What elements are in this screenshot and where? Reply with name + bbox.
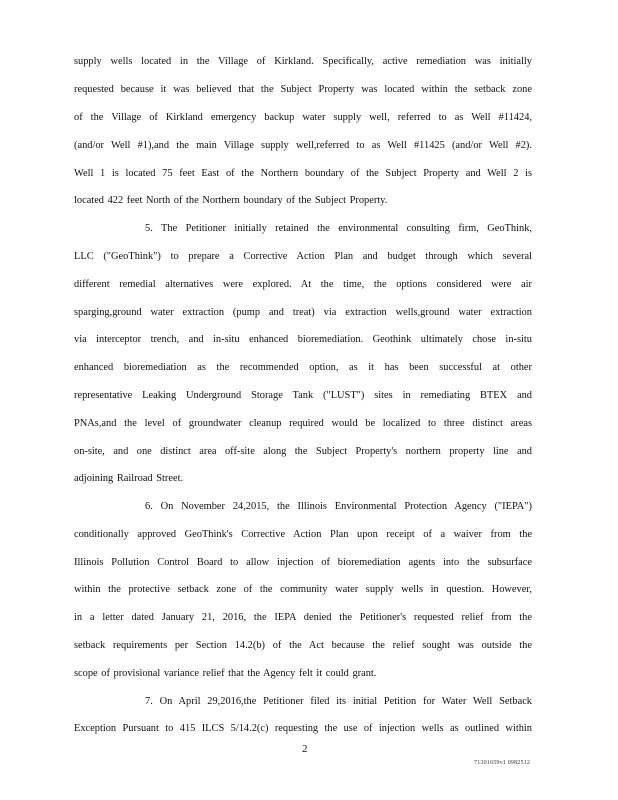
text-line: adjoining Railroad Street. <box>74 473 184 484</box>
text-line: Well 1 is located 75 feet East of the Northern boundary of the Subject Property and Well 2 is <box>74 168 532 179</box>
text-line: on-site, and one distinct area off-site along the Subject Property's northern property line and <box>74 446 532 457</box>
text-line: enhanced bioremediation as the recommended option, as it has been successful at other <box>74 362 532 373</box>
text-line: representative Leaking Underground Storage Tank ("LUST") sites in remediating BTEX and <box>74 390 532 401</box>
text-line: (and/or Well #1),and the main Village supply well,referred to as Well #11425 (and/or Well #2). <box>74 140 532 151</box>
paragraph-5-start: 5. The Petitioner initially retained the environmental consulting firm, GeoThink, <box>145 223 532 234</box>
text-line: conditionally approved GeoThink's Corrective Action Plan upon receipt of a waiver from the <box>74 529 532 540</box>
text-line: of the Village of Kirkland emergency backup water supply well, referred to as Well #11424, <box>74 112 532 123</box>
text-line: different remedial alternatives were explored. At the time, the options considered were air <box>74 279 532 290</box>
text-line: setback requirements per Section 14.2(b) of the Act because the relief sought was outside the <box>74 640 532 651</box>
text-line: located 422 feet North of the Northern boundary of the Subject Property. <box>74 195 388 206</box>
text-line: Illinois Pollution Control Board to allow injection of bioremediation agents into the subsurface <box>74 557 532 568</box>
text-line: supply wells located in the Village of Kirkland. Specifically, active remediation was initially <box>74 56 532 67</box>
text-line: sparging,ground water extraction (pump and treat) via extraction wells,ground water extraction <box>74 307 532 318</box>
paragraph-7-start: 7. On April 29,2016,the Petitioner filed its initial Petition for Water Well Setback <box>145 696 532 707</box>
text-line: scope of provisional variance relief that the Agency felt it could grant. <box>74 668 377 679</box>
text-line: in a letter dated January 21, 2016, the IEPA denied the Petitioner's requested relief from the <box>74 612 532 623</box>
text-line: LLC ("GeoThink") to prepare a Corrective Action Plan and budget through which several <box>74 251 532 262</box>
text-line: PNAs,and the level of groundwater cleanup required would be localized to three distinct areas <box>74 418 532 429</box>
text-line: via interceptor trench, and in-situ enhanced bioremediation. Geothink ultimately chose in-situ <box>74 334 532 345</box>
text-line: within the protective setback zone of the community water supply wells in question. However, <box>74 584 532 595</box>
page-number: 2 <box>302 743 308 755</box>
text-line: requested because it was believed that the Subject Property was located within the setback zone <box>74 84 532 95</box>
text-line: Exception Pursuant to 415 ILCS 5/14.2(c) requesting the use of injection wells as outlined within <box>74 723 532 734</box>
document-id: 71301659v1 0982512 <box>474 760 531 766</box>
paragraph-6-start: 6. On November 24,2015, the Illinois Environmental Protection Agency ("IEPA") <box>145 501 532 512</box>
